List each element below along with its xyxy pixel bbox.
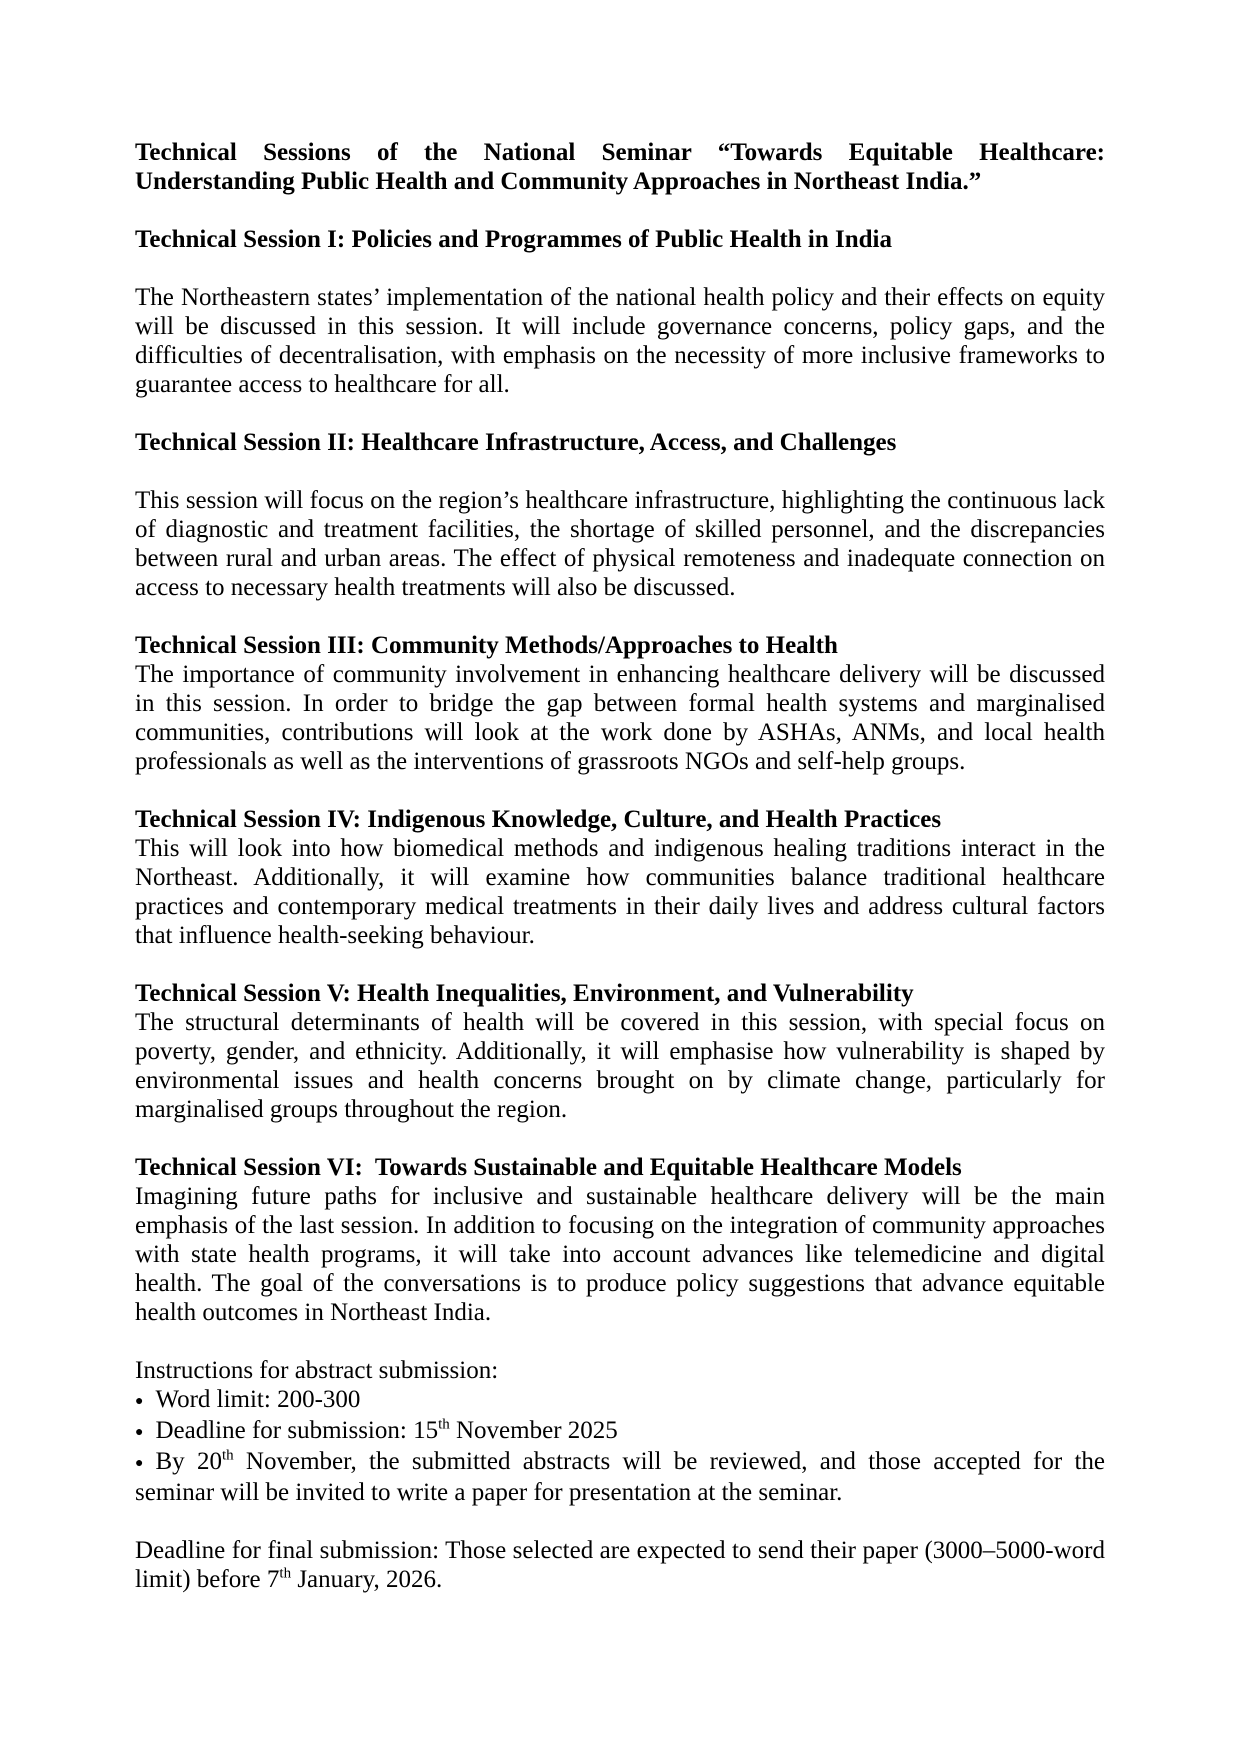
blank-line xyxy=(135,196,1105,225)
blank-line xyxy=(135,602,1105,631)
section-4-heading: Technical Session IV: Indigenous Knowledge, Culture, and Health Practices xyxy=(135,806,942,833)
blank-line xyxy=(135,254,1105,283)
bullet-icon: ● xyxy=(135,1425,144,1440)
ordinal-superscript: th xyxy=(438,1416,450,1433)
section-4-body: This will look into how biomedical methods and indigenous healing traditions interact in the Northeast. Additionally, it will examine how communities balance traditional healthcare practices and contemporary medical treatments in their daily lives and address cultural factors that influence health-seeking behaviour. xyxy=(135,835,1105,949)
final-deadline-text: Deadline for final submission: Those selected are expected to send their paper (3000–5000-word limit) before 7 xyxy=(135,1537,1105,1593)
blank-line xyxy=(135,1507,1105,1536)
document-title: Technical Sessions of the National Seminar “Towards Equitable Healthcare: Understanding Public Health and Community Approaches in Northeast India.” xyxy=(135,139,1105,195)
blank-line xyxy=(135,776,1105,805)
section-1-body: The Northeastern states’ implementation of the national health policy and their effects on equity will be discussed in this session. It will include governance concerns, policy gaps, and the difficulties of decentralisation, with emphasis on the necessity of more inclusive frameworks to guarantee access to healthcare for all. xyxy=(135,284,1105,398)
bullet-item-word-limit xyxy=(135,1385,1105,1416)
section-3-heading: Technical Session III: Community Methods/Approaches to Health xyxy=(135,632,838,659)
section-3-body: The importance of community involvement in enhancing healthcare delivery will be discussed in this session. In order to bridge the gap between formal health systems and marginalised communities, contributions will look at the work done by ASHAs, ANMs, and local health professionals as well as the interventions of grassroots NGOs and self-help groups. xyxy=(135,661,1105,775)
instructions-intro: Instructions for abstract submission: xyxy=(135,1357,499,1384)
section-6-body: Imagining future paths for inclusive and sustainable healthcare delivery will be the main emphasis of the last session. In addition to focusing on the integration of community approaches with state health programs, it will take into account advances like telemedicine and digital health. The goal of the conversations is to produce policy suggestions that advance equitable health outcomes in Northeast India. xyxy=(135,1183,1105,1326)
section-1-heading: Technical Session I: Policies and Programmes of Public Health in India xyxy=(135,226,892,253)
section-5-body: The structural determinants of health will be covered in this session, with special focus on poverty, gender, and ethnicity. Additionally, it will emphasise how vulnerability is shaped by environmental issues and health concerns brought on by climate change, particularly for marginalised groups throughout the region. xyxy=(135,1009,1105,1123)
bullet-item-text: November 2025 xyxy=(449,1417,618,1444)
section-2-heading: Technical Session II: Healthcare Infrastructure, Access, and Challenges xyxy=(135,429,897,456)
section-6-heading: Technical Session VI: Towards Sustainable and Equitable Healthcare Models xyxy=(135,1154,962,1181)
ordinal-superscript: th xyxy=(221,1447,234,1464)
blank-line xyxy=(135,399,1105,428)
section-5-heading: Technical Session V: Health Inequalities, Environment, and Vulnerability xyxy=(135,980,914,1007)
final-deadline-text: January, 2026. xyxy=(291,1566,443,1593)
bullet-item-text: Deadline for submission: 15 xyxy=(155,1417,439,1444)
bullet-item-text: Word limit: 200-300 xyxy=(155,1386,361,1413)
bullet-item-text: November, the submitted abstracts will be reviewed, and those accepted for the seminar will be invited to write a paper for presentation at the seminar. xyxy=(135,1448,1105,1506)
bullet-item-text: By 20 xyxy=(155,1448,222,1475)
blank-line xyxy=(135,1124,1105,1153)
blank-line xyxy=(135,457,1105,486)
blank-line xyxy=(135,1327,1105,1356)
blank-line xyxy=(135,950,1105,979)
ordinal-superscript: th xyxy=(279,1565,292,1582)
bullet-item-submission-deadline xyxy=(135,1416,1105,1447)
final-deadline-paragraph xyxy=(135,1536,1105,1594)
bullet-icon: ● xyxy=(135,1456,144,1471)
section-2-body: This session will focus on the region’s healthcare infrastructure, highlighting the continuous lack of diagnostic and treatment facilities, the shortage of skilled personnel, and the discrepancies between rural and urban areas. The effect of physical remoteness and inadequate connection on access to necessary health treatments will also be discussed. xyxy=(135,487,1105,601)
bullet-icon: ● xyxy=(135,1394,144,1409)
bullet-item-review-date xyxy=(135,1447,1105,1507)
